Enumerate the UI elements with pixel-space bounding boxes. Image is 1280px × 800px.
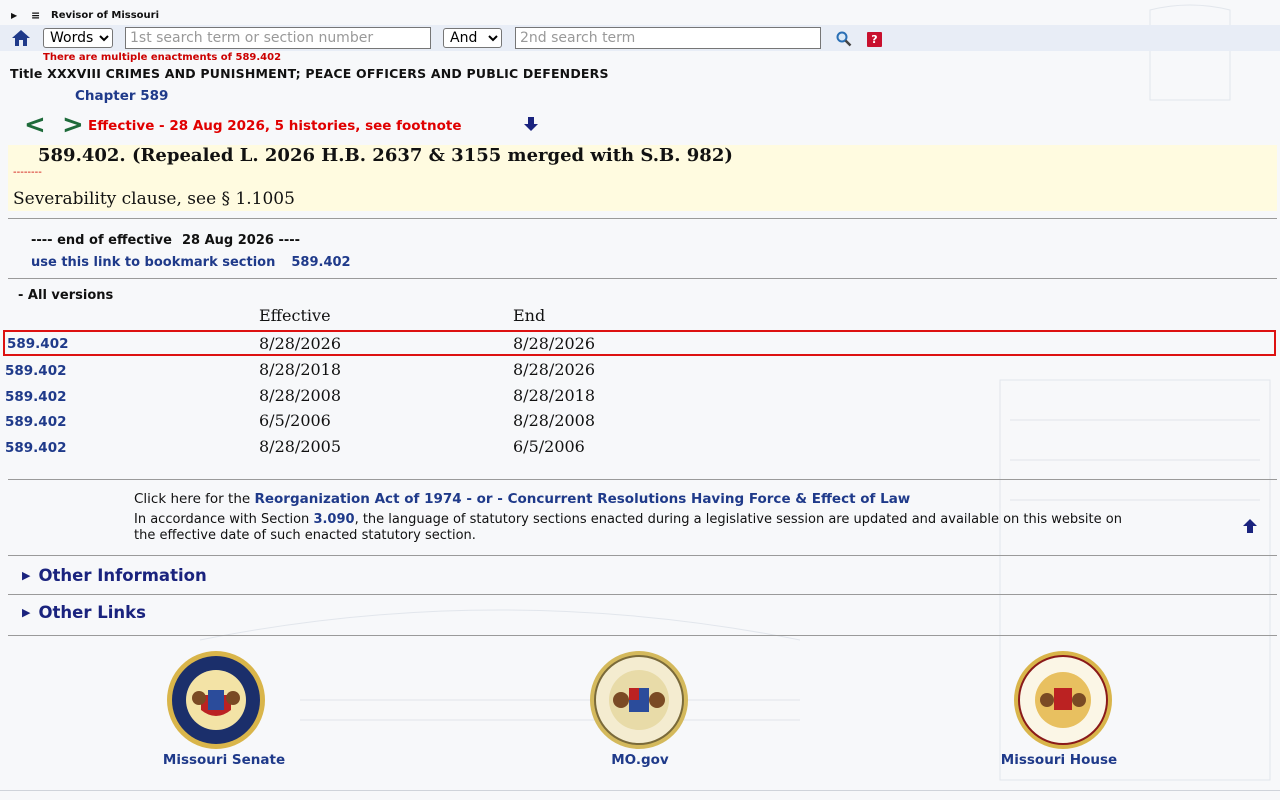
- divider: [0, 790, 1280, 791]
- version-row[interactable]: [3, 386, 1276, 412]
- expand-triangle-icon: ▶: [22, 606, 31, 619]
- site-title[interactable]: Revisor of Missouri: [51, 10, 159, 21]
- other-links-label: Other Links: [38, 603, 146, 622]
- bookmark-section[interactable]: 589.402: [291, 255, 351, 270]
- search-mode-select[interactable]: [43, 28, 113, 48]
- missouri-senate-link[interactable]: Missouri Senate: [162, 752, 286, 768]
- arrow-down-icon[interactable]: [523, 116, 539, 132]
- version-row[interactable]: [3, 360, 1276, 386]
- version-section-link[interactable]: 589.402: [5, 363, 67, 379]
- search-term-1-input[interactable]: [125, 27, 431, 49]
- version-effective-date: 8/28/2008: [259, 386, 342, 405]
- house-seal-icon[interactable]: [1013, 650, 1113, 750]
- divider: [8, 555, 1277, 556]
- other-links-toggle[interactable]: [22, 603, 146, 622]
- version-row[interactable]: [3, 437, 1276, 463]
- version-end-date: 8/28/2018: [513, 386, 596, 405]
- missouri-house-link[interactable]: Missouri House: [1000, 752, 1118, 768]
- other-information-label: Other Information: [38, 566, 207, 585]
- end-of-effective: [31, 233, 300, 248]
- previous-section-button[interactable]: <: [24, 110, 46, 140]
- all-versions-heading: - All versions: [18, 288, 114, 303]
- version-section-link[interactable]: 589.402: [5, 389, 67, 405]
- end-of-effective-date: 28 Aug 2026 ----: [181, 233, 301, 248]
- bookmark-label[interactable]: use this link to bookmark section: [31, 255, 276, 270]
- multiple-enactments-notice: There are multiple enactments of 589.402: [43, 52, 282, 63]
- divider: [8, 594, 1277, 595]
- severability-note: Severability clause, see § 1.1005: [13, 189, 295, 209]
- column-header-end: End: [513, 306, 546, 325]
- version-row[interactable]: [3, 411, 1276, 437]
- effective-footnote-link[interactable]: Effective - 28 Aug 2026, 5 histories, see footnote: [88, 118, 462, 134]
- mo-gov-link[interactable]: MO.gov: [611, 752, 669, 768]
- version-end-date: 8/28/2026: [513, 334, 596, 353]
- bookmark-link[interactable]: [31, 255, 351, 270]
- divider: [8, 479, 1277, 480]
- expand-triangle-icon: ▶: [22, 569, 31, 582]
- version-effective-date: 8/28/2026: [259, 334, 342, 353]
- accordance-suffix: , the language of statutory sections enacted during a legislative session are updated and available on this website on the effective date of such enacted statutory section.: [134, 512, 1122, 543]
- version-section-link[interactable]: 589.402: [5, 440, 67, 456]
- state-seal-icon[interactable]: [589, 650, 689, 750]
- divider: [8, 278, 1277, 279]
- accordance-prefix: In accordance with Section: [134, 512, 310, 527]
- section-3090-link[interactable]: 3.090: [313, 512, 355, 527]
- version-row-selected[interactable]: [3, 330, 1276, 356]
- senate-seal-icon[interactable]: [166, 650, 266, 750]
- help-icon[interactable]: ?: [867, 32, 882, 47]
- version-effective-date: 8/28/2005: [259, 437, 342, 456]
- click-here-text: Click here for the: [134, 491, 251, 507]
- version-section-link[interactable]: 589.402: [5, 414, 67, 430]
- divider: [8, 635, 1277, 636]
- section-heading: 589.402. (Repealed L. 2026 H.B. 2637 & 3155 merged with S.B. 982): [38, 145, 733, 166]
- other-information-toggle[interactable]: [22, 566, 207, 585]
- expand-triangle-icon[interactable]: ▶: [11, 11, 18, 20]
- version-section-link[interactable]: 589.402: [7, 336, 69, 352]
- end-of-effective-label: ---- end of effective: [31, 233, 172, 248]
- version-end-date: 8/28/2026: [513, 360, 596, 379]
- search-operator-select[interactable]: [443, 28, 502, 48]
- version-effective-date: 6/5/2006: [259, 411, 331, 430]
- column-header-effective: Effective: [259, 306, 331, 325]
- arrow-up-icon[interactable]: [1242, 518, 1258, 534]
- search-term-2-input[interactable]: [515, 27, 821, 49]
- title-heading: Title XXXVIII CRIMES AND PUNISHMENT; PEACE OFFICERS AND PUBLIC DEFENDERS: [10, 66, 609, 81]
- chapter-link[interactable]: Chapter 589: [75, 88, 169, 104]
- hamburger-menu-icon[interactable]: ≡: [31, 9, 41, 22]
- version-end-date: 6/5/2006: [513, 437, 585, 456]
- search-icon[interactable]: [836, 31, 852, 47]
- home-icon[interactable]: [11, 28, 31, 48]
- next-section-button[interactable]: >: [62, 110, 84, 140]
- version-effective-date: 8/28/2018: [259, 360, 342, 379]
- accordance-note: [134, 512, 1144, 544]
- version-end-date: 8/28/2008: [513, 411, 596, 430]
- reorganization-act-link[interactable]: Reorganization Act of 1974 - or - Concurrent Resolutions Having Force & Effect of Law: [254, 491, 911, 507]
- reorganization-act-line: [134, 491, 910, 507]
- divider: [8, 218, 1277, 219]
- section-divider: --------: [13, 167, 42, 178]
